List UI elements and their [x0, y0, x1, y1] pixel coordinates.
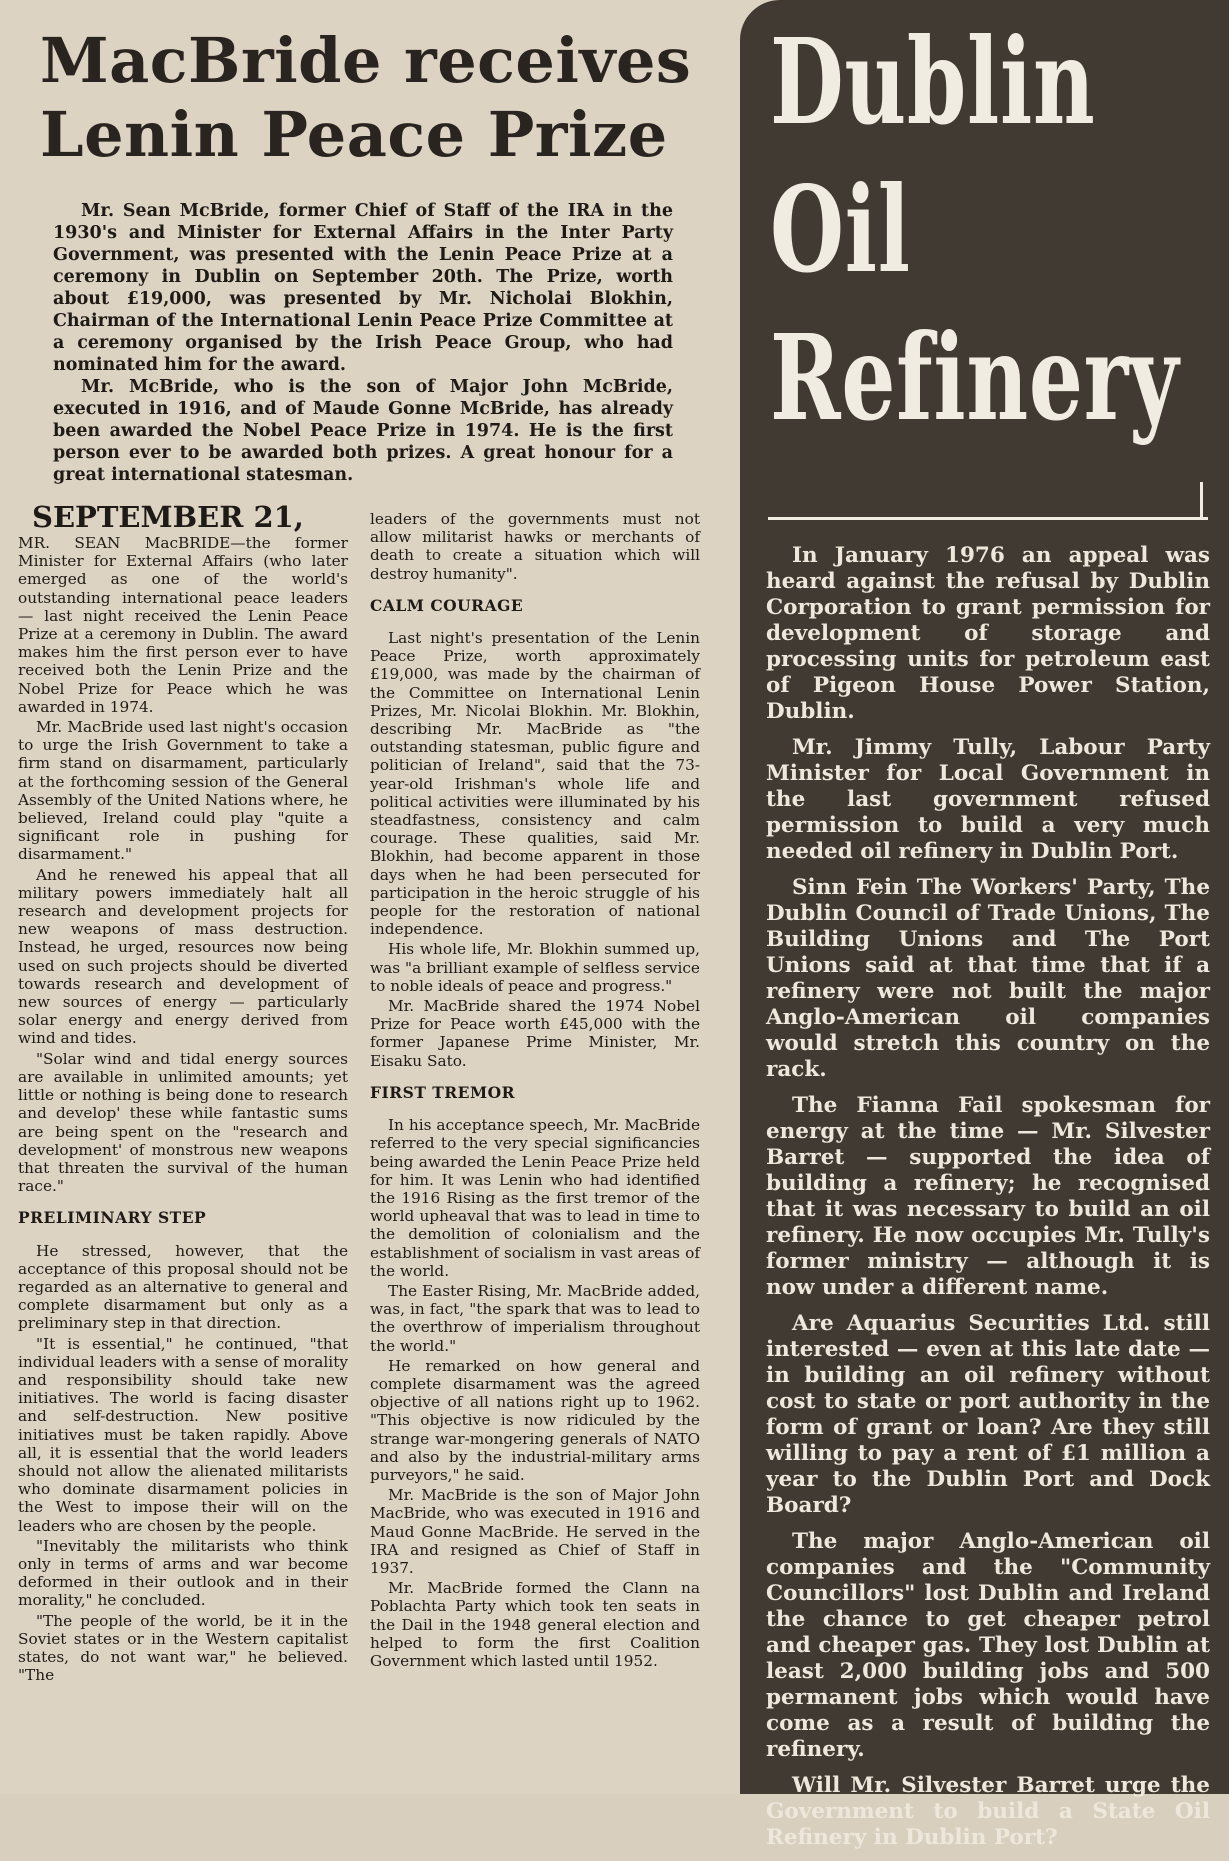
- body-paragraph: MR. SEAN MacBRIDE—the former Minister for External Affairs (who later emerged as one of the world's outstanding international peace leaders — last night received the Lenin Peace Prize at a ceremony in Dublin. The award makes him the first person ever to have received both the Lenin Prize and the Nobel Prize for Peace which he was awarded in 1974.: [18, 534, 348, 716]
- panel-body: [766, 543, 1210, 1861]
- panel-title: [770, 8, 1180, 452]
- intro-paragraph: Mr. Sean McBride, former Chief of Staff of the IRA in the 1930's and Minister for External Affairs in the Inter Party Government, was presented with the Lenin Peace Prize at a ceremony in Dublin on September 20th. The Prize, worth about £19,000, was presented by Mr. Nicholai Blokhin, Chairman of the International Lenin Peace Prize Committee at a ceremony organised by the Irish Peace Group, who had nominated him for the award.: [53, 201, 673, 375]
- title-line-2: Oil: [770, 160, 911, 299]
- body-paragraph: The Easter Rising, Mr. MacBride added, was, in fact, "the spark that was to lead to the overthrow of imperialism throughout the world.": [370, 1281, 700, 1355]
- body-paragraph: "It is essential," he continued, "that individual leaders with a sense of morality and responsibility should take new initiatives. The world is facing disaster and self-destruction. New positive initiatives must be taken rapidly. Above all, it is essential that the world leaders should not allow the alienated militarists who dominate disarmament policies in the West to impose their will on the leaders who are chosen by the people.: [18, 1334, 348, 1535]
- body-paragraph: Mr. MacBride is the son of Major John MacBride, who was executed in 1916 and Maud Gonne MacBride. He served in the IRA and resigned as Chief of Staff in 1937.: [370, 1486, 700, 1577]
- subhead-preliminary-step: PRELIMINARY STEP: [18, 1208, 207, 1228]
- body-paragraph: His whole life, Mr. Blokhin summed up, was "a brilliant example of selfless service to noble ideals of peace and progress.": [370, 940, 700, 995]
- body-paragraph: "Solar wind and tidal energy sources are available in unlimited amounts; yet little or nothing is being done to research and develop' these while fantastic sums are being spent on the "research and development' of monstrous new weapons that threaten the survival of the human race.": [18, 1049, 348, 1196]
- panel-paragraph: The major Anglo-American oil companies and the "Community Councillors" lost Dublin and Ireland the chance to get cheaper petrol and cheaper gas. They lost Dublin at least 2,000 building jobs and 500 permanent jobs which would have come as a result of building the refinery.: [766, 1529, 1210, 1762]
- title-underline: [768, 517, 1208, 520]
- body-paragraph: Last night's presentation of the Lenin Peace Prize, worth approximately £19,000, was made by the chairman of the Committee on International Lenin Prizes, Mr. Nicolai Blokhin. Mr. Blokhin, describing Mr. MacBride as "the outstanding statesman, public figure and politician of Ireland", said that the 73-year-old Irishman's whole life and political activities were illuminated by his steadfastness, consistency and calm courage. These qualities, said Mr. Blokhin, had become apparent in those days when he had been persecuted for participation in the heroic struggle of his people for the restoration of national independence.: [370, 629, 700, 939]
- panel-paragraph: Sinn Fein The Workers' Party, The Dublin Council of Trade Unions, The Building Unions and The Port Unions said at that time that if a refinery were not built the major Anglo-American oil companies would stretch this country on the rack.: [766, 875, 1210, 1082]
- body-paragraph: "The people of the world, be it in the Soviet states or in the Western capitalist states, do not want war," he believed. "The: [18, 1611, 348, 1685]
- headline-line-2: Lenin Peace Prize: [40, 98, 668, 171]
- macbride-article: [18, 10, 718, 1785]
- body-paragraph: He remarked on how general and complete disarmament was the agreed objective of all nations right up to 1962. "This objective is now ridiculed by the strange war-mongering generals of NATO and also by the industrial-military arms purveyors," he said.: [370, 1356, 700, 1484]
- article-intro: [53, 200, 673, 486]
- article-headline: [40, 24, 710, 172]
- body-paragraph: "Inevitably the militarists who think only in terms of arms and war become deformed in their outlook and in their morality," he concluded.: [18, 1536, 348, 1610]
- intro-paragraph: Mr. McBride, who is the son of Major John McBride, executed in 1916, and of Maude Gonne McBride, has already been awarded the Nobel Peace Prize in 1974. He is the first person ever to be awarded both prizes. A great honour for a great international statesman.: [53, 377, 673, 485]
- dateline: SEPTEMBER 21,: [32, 500, 304, 534]
- body-paragraph: He stressed, however, that the acceptance of this proposal should not be regarded as an alternative to general and complete disarmament but only as a preliminary step in that direction.: [18, 1241, 348, 1333]
- title-underline-hook: [1200, 482, 1203, 520]
- body-paragraph: In his acceptance speech, Mr. MacBride referred to the very special significancies being awarded the Lenin Peace Prize held for him. It was Lenin who had identified the 1916 Rising as the first tremor of the world upheaval that was to lead in time to the demolition of colonialism and the establishment of socialism in vast areas of the world.: [370, 1116, 700, 1280]
- headline-line-1: MacBride receives: [40, 24, 692, 97]
- panel-paragraph: In January 1976 an appeal was heard against the refusal by Dublin Corporation to grant permission for development of storage and processing units for petroleum east of Pigeon House Power Station, Dublin.: [766, 543, 1210, 724]
- panel-paragraph: Will Mr. Silvester Barret urge the Government to build a State Oil Refinery in Dublin Port?: [766, 1773, 1210, 1850]
- title-line-1: Dublin: [770, 12, 1096, 151]
- article-column-2: [370, 510, 700, 1672]
- subhead-calm-courage: CALM COURAGE: [370, 595, 524, 615]
- body-paragraph: And he renewed his appeal that all military powers immediately halt all research and development projects for new weapons of mass destruction. Instead, he urged, resources now being used on such projects should be diverted towards research and development of new sources of energy — particularly solar energy and energy derived from wind and tides.: [18, 865, 348, 1048]
- title-line-3: Refinery: [770, 308, 1180, 447]
- body-paragraph: leaders of the governments must not allow militarist hawks or merchants of death to create a situation which will destroy humanity".: [370, 510, 700, 583]
- body-paragraph: Mr. MacBride shared the 1974 Nobel Prize for Peace worth £45,000 with the former Japanese Prime Minister, Mr. Eisaku Sato.: [370, 997, 700, 1070]
- body-paragraph: Mr. MacBride formed the Clann na Poblachta Party which took ten seats in the Dail in the 1948 general election and helped to form the first Coalition Government which lasted until 1952.: [370, 1579, 700, 1670]
- refinery-panel: [740, 0, 1229, 1850]
- body-paragraph: Mr. MacBride used last night's occasion to urge the Irish Government to take a firm stand on disarmament, particularly at the forthcoming session of the General Assembly of the United Nations where, he believed, Ireland could play "quite a significant role in pushing for disarmament.": [18, 718, 348, 864]
- subhead-first-tremor: FIRST TREMOR: [370, 1082, 516, 1102]
- panel-paragraph: Are Aquarius Securities Ltd. still interested — even at this late date — in building an oil refinery without cost to state or port authority in the form of grant or loan? Are they still willing to pay a rent of £1 million a year to the Dublin Port and Dock Board?: [766, 1311, 1210, 1518]
- panel-paragraph: Mr. Jimmy Tully, Labour Party Minister for Local Government in the last government refused permission to build a very much needed oil refinery in Dublin Port.: [766, 735, 1210, 864]
- panel-paragraph: The Fianna Fail spokesman for energy at the time — Mr. Silvester Barret — supported the idea of building a refinery; he recognised that it was necessary to build an oil refinery. He now occupies Mr. Tully's former ministry — although it is now under a different name.: [766, 1093, 1210, 1300]
- article-column-1: [18, 534, 348, 1686]
